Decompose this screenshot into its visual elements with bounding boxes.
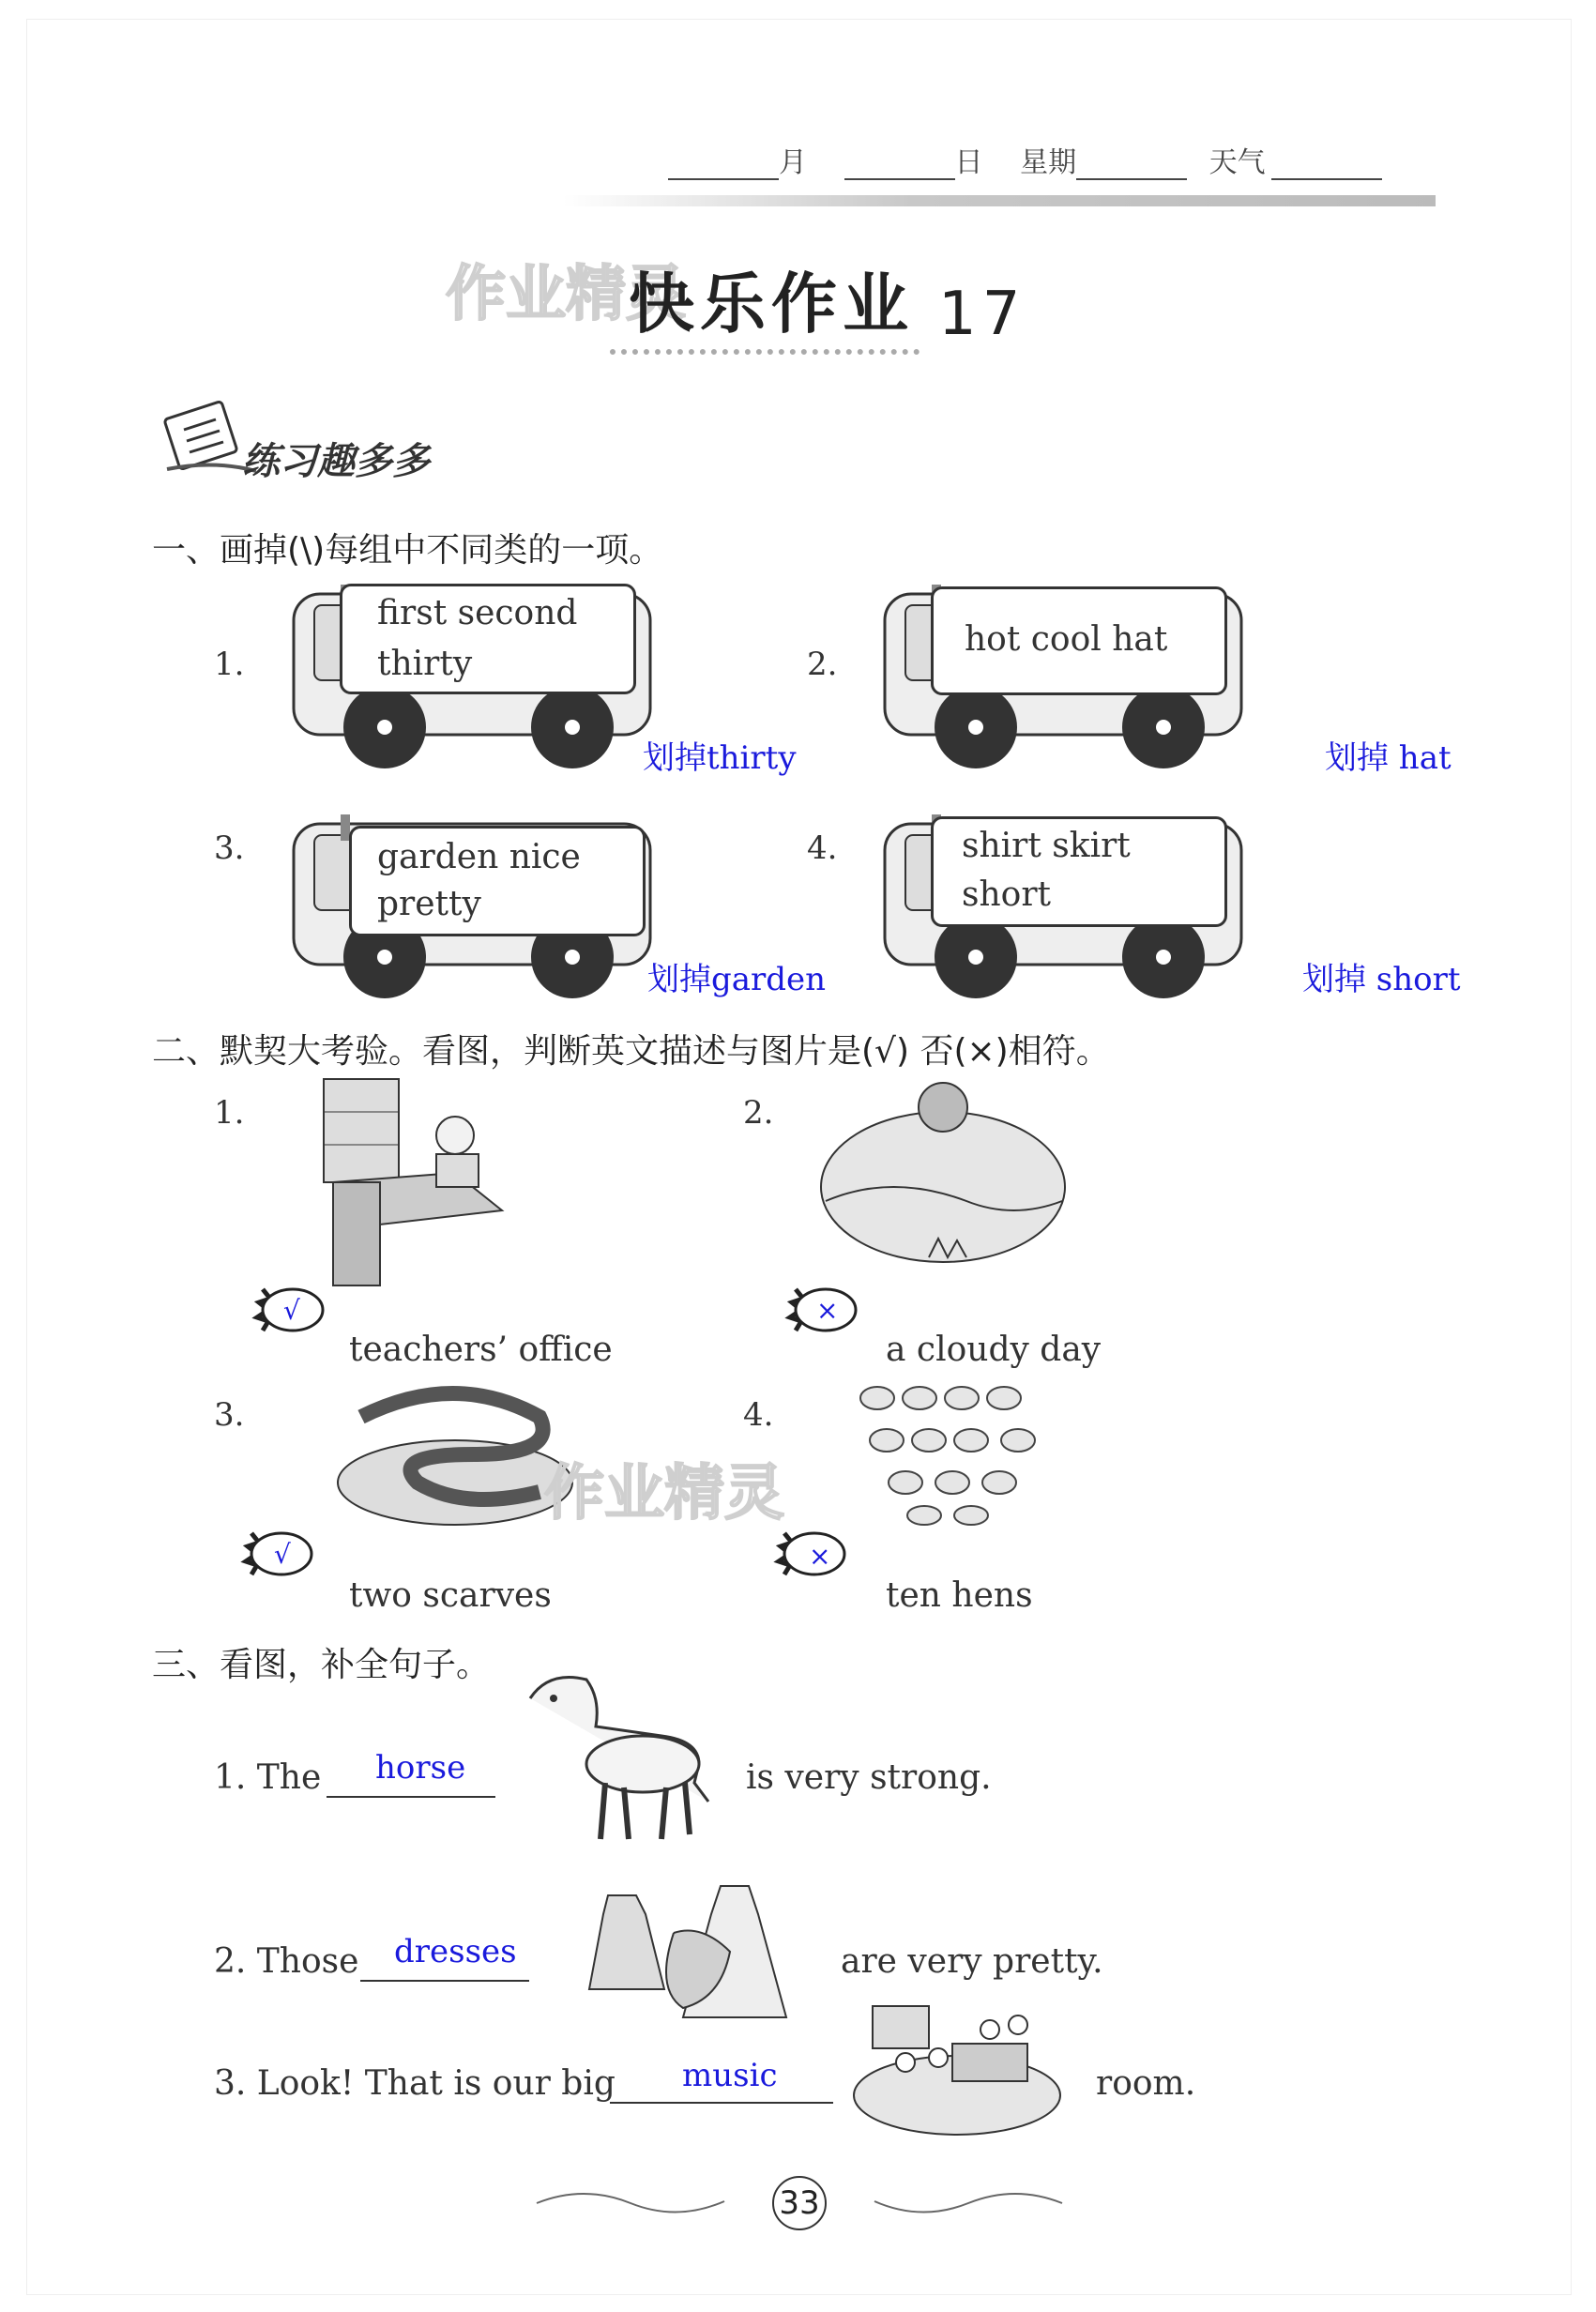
page-number: 33 (779, 2184, 820, 2222)
s2-item1-mark: √ (283, 1295, 300, 1326)
animals-illustration (849, 1370, 1056, 1533)
s2-item1-number: 1. (214, 1094, 245, 1132)
s2-item4-mark: × (809, 1541, 831, 1572)
sentence3-end: room. (1096, 2064, 1196, 2103)
header-rule (563, 195, 1436, 206)
weather-blank (1271, 154, 1382, 180)
item3-words-line2: pretty (377, 885, 481, 923)
sentence3-start: 3. Look! That is our big (214, 2064, 616, 2103)
section1-heading: 一、画掉(\)每组中不同类的一项。 (152, 531, 663, 570)
office-illustration (314, 1070, 511, 1299)
s2-item3-caption: two scarves (349, 1576, 552, 1615)
weekday-label: 星期 (1020, 146, 1077, 179)
sentence1-answer: horse (375, 1749, 466, 1787)
day-blank (844, 154, 955, 180)
item4-answer: 划掉 short (1302, 961, 1461, 998)
s2-item2-number: 2. (743, 1094, 774, 1132)
s2-item3-number: 3. (214, 1396, 245, 1434)
weather-label: 天气 (1208, 146, 1266, 179)
section2-watermark: 作业精灵 (544, 1459, 784, 1529)
horse-illustration (511, 1661, 727, 1852)
item3-answer: 划掉garden (647, 961, 827, 998)
section2-heading: 二、默契大考验。看图，判断英文描述与图片是(√) 否(×)相符。 (152, 1032, 1110, 1071)
item1-answer: 划掉thirty (643, 739, 797, 777)
music-room-illustration (849, 1987, 1065, 2141)
month-label: 月 (779, 146, 807, 179)
s2-item1-caption: teachers’ office (349, 1331, 613, 1369)
title-watermark: 作业精灵 (446, 260, 686, 329)
sky-illustration (816, 1070, 1070, 1270)
title-dots (610, 349, 920, 360)
item4-words-line2: short (962, 875, 1052, 914)
item3-words-line1: garden nice (377, 838, 581, 876)
s2-item4-caption: ten hens (886, 1576, 1033, 1615)
sentence2-start: 2. Those (214, 1942, 359, 1981)
s2-item2-caption: a cloudy day (886, 1331, 1102, 1369)
s2-item4-number: 4. (743, 1396, 774, 1434)
item2-answer: 划掉 hat (1325, 739, 1452, 777)
item3-number: 3. (214, 829, 245, 867)
weekday-blank (1076, 154, 1187, 180)
month-blank (668, 154, 779, 180)
s2-item3-mark: √ (274, 1539, 291, 1570)
item1-number: 1. (214, 646, 245, 683)
date-header (668, 139, 1382, 180)
item4-words-line1: shirt skirt (962, 827, 1131, 865)
item2-words: hot cool hat (965, 620, 1168, 659)
sentence2-answer: dresses (394, 1933, 517, 1970)
sentence2-end: are very pretty. (841, 1942, 1103, 1981)
sentence1-start: 1. The (214, 1758, 322, 1797)
section3-heading: 三、看图，补全句子。 (152, 1646, 491, 1684)
exercise-number: 17 (938, 280, 1026, 349)
page-title: 快乐作业 (629, 266, 914, 342)
item2-number: 2. (807, 646, 838, 683)
dresses-illustration (580, 1877, 805, 2040)
sentence3-answer: music (682, 2057, 778, 2094)
item4-number: 4. (807, 829, 838, 867)
item1-words-line1: first second (377, 594, 578, 632)
item1-words-line2: thirty (377, 645, 473, 683)
s2-item2-mark: × (816, 1295, 839, 1326)
scarves-illustration (333, 1379, 577, 1533)
day-label: 日 (954, 146, 983, 179)
sentence1-end: is very strong. (746, 1758, 992, 1797)
banner-text: 练习趣多多 (242, 440, 430, 483)
